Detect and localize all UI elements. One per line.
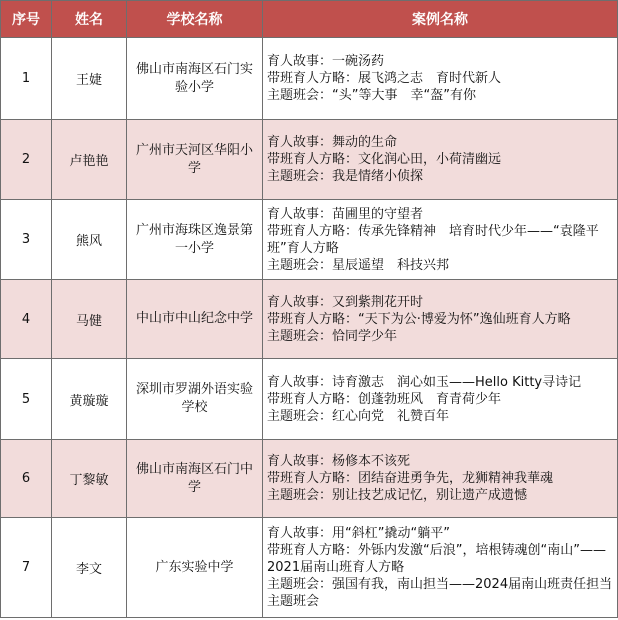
row-school: 广州市天河区华阳小学 [127, 120, 263, 200]
row-no: 4 [1, 280, 52, 359]
row-no: 5 [1, 359, 52, 440]
case-strategy: 带班育人方略：创蓬勃班风 育青荷少年 [267, 391, 502, 407]
row-cases [263, 518, 618, 618]
case-story: 育人故事：一碗汤药 [267, 54, 385, 69]
table-row [1, 359, 618, 440]
case-meeting: 主题班会：“头”等大事 幸“盔”有你 [267, 88, 476, 103]
row-name: 王婕 [52, 38, 127, 120]
header-name: 姓名 [52, 1, 127, 38]
row-no: 3 [1, 200, 52, 280]
row-cases [263, 120, 618, 200]
case-strategy: 带班育人方略：文化润心田，小荷清幽远 [267, 152, 502, 167]
row-cases [263, 440, 618, 518]
row-no: 2 [1, 120, 52, 200]
case-meeting: 主题班会：恰同学少年 [267, 328, 398, 344]
row-no: 7 [1, 518, 52, 618]
table-row [1, 518, 618, 618]
row-no: 6 [1, 440, 52, 518]
case-strategy: 带班育人方略：“天下为公·博爱为怀”逸仙班育人方略 [267, 311, 571, 327]
case-strategy: 带班育人方略：团结奋进勇争先，龙狮精神我華魂 [267, 471, 554, 486]
case-strategy: 带班育人方略：展飞鸿之志 育时代新人 [267, 71, 502, 86]
case-meeting: 主题班会：强国有我，南山担当——2024届南山班责任担当主题班会 [267, 577, 613, 609]
row-cases [263, 38, 618, 120]
row-school: 广东实验中学 [127, 518, 263, 618]
table-row [1, 440, 618, 518]
table-row [1, 200, 618, 280]
row-school: 佛山市南海区石门实验小学 [127, 38, 263, 120]
row-cases [263, 200, 618, 280]
row-school: 广州市海珠区逸景第一小学 [127, 200, 263, 280]
header-school: 学校名称 [127, 1, 263, 38]
row-school: 深圳市罗湖外语实验学校 [127, 359, 263, 440]
table-row [1, 120, 618, 200]
case-strategy: 带班育人方略：外铄内发激“后浪”，培根铸魂创“南山”——2021届南山班育人方略 [267, 543, 606, 575]
case-story: 育人故事：苗圃里的守望者 [267, 206, 424, 222]
case-story: 育人故事：诗育激志 润心如玉——Hello Kitty寻诗记 [267, 374, 582, 390]
row-school: 中山市中山纪念中学 [127, 280, 263, 359]
row-school: 佛山市南海区石门中学 [127, 440, 263, 518]
header-cases: 案例名称 [263, 1, 618, 38]
row-name: 黄璇璇 [52, 359, 127, 440]
header-no: 序号 [1, 1, 52, 38]
case-story: 育人故事：又到紫荆花开时 [267, 294, 424, 310]
row-no: 1 [1, 38, 52, 120]
case-meeting: 主题班会：红心向党 礼赞百年 [267, 408, 450, 424]
row-name: 李文 [52, 518, 127, 618]
case-meeting: 主题班会：星辰遥望 科技兴邦 [267, 257, 450, 273]
case-story: 育人故事：用“斜杠”撬动“躺平” [267, 526, 450, 541]
row-name: 熊风 [52, 200, 127, 280]
case-meeting: 主题班会：别让技艺成记忆，别让遗产成遗憾 [267, 488, 528, 503]
header-row [1, 1, 618, 38]
table-row [1, 38, 618, 120]
case-strategy: 带班育人方略：传承先锋精神 培育时代少年——“袁隆平班”育人方略 [267, 223, 599, 256]
row-cases [263, 359, 618, 440]
table-row [1, 280, 618, 359]
case-story: 育人故事：舞动的生命 [267, 135, 398, 150]
row-cases [263, 280, 618, 359]
case-meeting: 主题班会：我是情绪小侦探 [267, 169, 424, 184]
row-name: 丁黎敏 [52, 440, 127, 518]
row-name: 卢艳艳 [52, 120, 127, 200]
row-name: 马健 [52, 280, 127, 359]
case-story: 育人故事：杨修本不该死 [267, 454, 411, 469]
